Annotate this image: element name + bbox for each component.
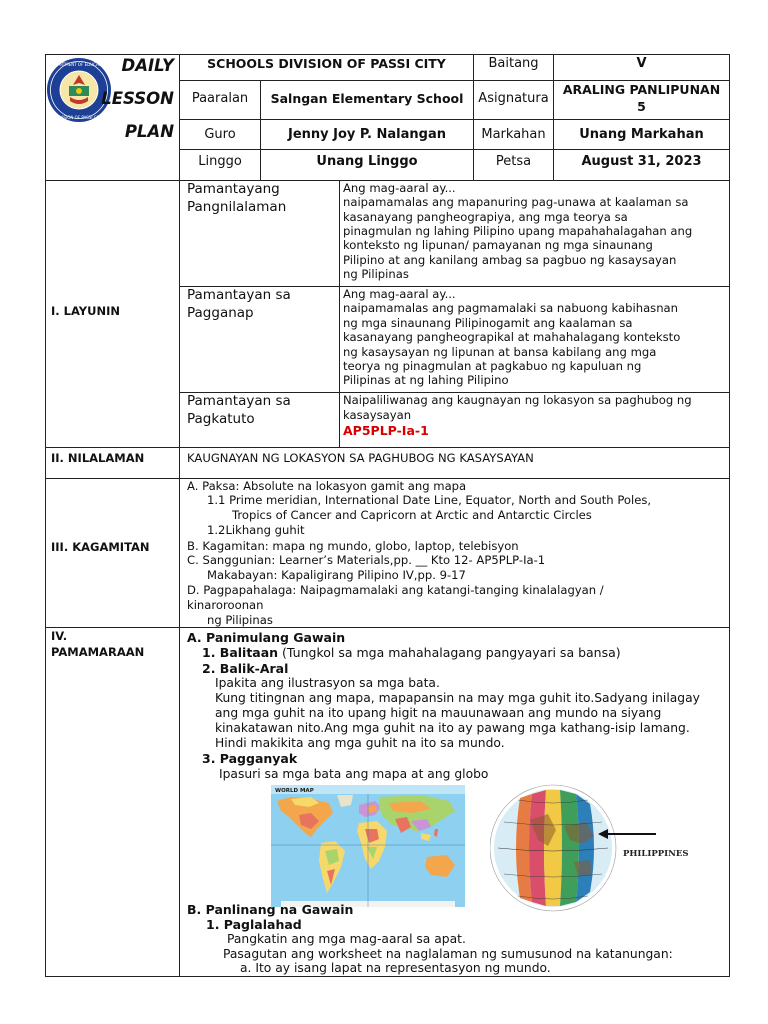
school-division: SCHOOLS DIVISION OF PASSI CITY bbox=[207, 56, 446, 71]
pangnilalaman-line: ng Pilipinas bbox=[343, 267, 409, 281]
table-border-top bbox=[45, 54, 730, 55]
kagamitan-line: 1.2Likhang guhit bbox=[207, 523, 305, 537]
kagamitan-line: D. Pagpapahalaga: Naipagmamalaki ang katangi-tanging kinalalagyan / bbox=[187, 583, 604, 597]
pangnilalaman-line: naipamamalas ang mapanuring pag-unawa at kaalaman sa bbox=[343, 195, 689, 209]
philippines-label: PHILIPPINES bbox=[623, 849, 689, 859]
lesson-plan-title-line-2: LESSON bbox=[101, 89, 174, 108]
balitaan-text: (Tungkol sa mga mahahalagang pangyayari sa bansa) bbox=[278, 645, 621, 660]
kagamitan-line: kinaroroonan bbox=[187, 598, 264, 612]
linggo-value: Unang Linggo bbox=[316, 154, 418, 169]
pagganap-line: ng kasaysayan ng lipunan at bansa kabilang ang mga bbox=[343, 345, 657, 359]
section-line bbox=[45, 447, 730, 448]
paglalahad-line: Pasagutan ang worksheet na naglalaman ng sumusunod na katanungan: bbox=[223, 947, 673, 961]
pagganap-line: ng mga sinaunang Pilipinogamit ang kaalaman sa bbox=[343, 316, 633, 330]
header-row-line bbox=[180, 119, 729, 120]
pangnilalaman-line: pinagmulan ng lahing Pilipino upang mapahahalagahan ang bbox=[343, 224, 693, 238]
table-divider-main bbox=[179, 54, 180, 977]
pagganyak-label: 3. Pagganyak bbox=[202, 751, 298, 766]
asignatura-value-line-2: 5 bbox=[637, 99, 646, 114]
balik-aral-line: Hindi makikita ang mga guhit na ito sa mundo. bbox=[215, 736, 505, 750]
kagamitan-line: Tropics of Cancer and Capricorn at Arctic and Antarctic Circles bbox=[232, 508, 592, 522]
kagamitan-section-label: III. KAGAMITAN bbox=[51, 540, 150, 554]
markahan-label: Markahan bbox=[481, 127, 546, 142]
asignatura-label: Asignatura bbox=[478, 91, 549, 106]
balik-aral-line: ang mga guhit na ito upang higit na mauunawaan ang mundo na siyang bbox=[215, 706, 662, 720]
kagamitan-line: B. Kagamitan: mapa ng mundo, globo, laptop, telebisyon bbox=[187, 539, 519, 553]
paaralan-label: Paaralan bbox=[191, 91, 249, 106]
kagamitan-line: C. Sanggunian: Learner’s Materials,pp. __ Kto 12- AP5PLP-Ia-1 bbox=[187, 553, 546, 567]
pangnilalaman-line: konteksto ng lipunan/ pamayanan ng mga sinaunang bbox=[343, 238, 653, 252]
balik-aral-line: kinakatawan nito.Ang mga guhit na ito ay pawang mga kathang-isip lamang. bbox=[215, 721, 690, 735]
pagkatuto-line: kasaysayan bbox=[343, 408, 412, 422]
nilalaman-text: KAUGNAYAN NG LOKASYON SA PAGHUBOG NG KASAYSAYAN bbox=[187, 451, 534, 465]
pamamaraan-section-label-line-1: IV. bbox=[51, 629, 68, 643]
pagganap-line: Pilipinas at ng lahing Pilipino bbox=[343, 373, 509, 387]
panlinang-na-gawain-heading: B. Panlinang na Gawain bbox=[187, 902, 354, 917]
layunin-col-line bbox=[339, 181, 340, 447]
pagganap-line: teorya ng pinagmulan at pagkabuo ng kapuluan ng bbox=[343, 359, 642, 373]
learning-competency-code: AP5PLP-Ia-1 bbox=[343, 423, 429, 438]
header-row-line bbox=[180, 149, 729, 150]
asignatura-value-line-1: ARALING PANLIPUNAN bbox=[562, 82, 721, 97]
balik-aral-line: Kung titingnan ang mapa, mapapansin na may mga guhit ito.Sadyang inilagay bbox=[215, 691, 700, 705]
pangnilalaman-line: Pilipino at ang kanilang ambag sa pagbuo ng kasaysayan bbox=[343, 253, 677, 267]
globe-image bbox=[490, 770, 700, 920]
table-border-left bbox=[45, 54, 46, 977]
paglalahad-label: 1. Paglalahad bbox=[206, 917, 302, 932]
linggo-label: Linggo bbox=[198, 154, 242, 169]
balitaan-item bbox=[202, 645, 621, 660]
nilalaman-section-label: II. NILALAMAN bbox=[51, 451, 145, 465]
kagamitan-line: 1.1 Prime meridian, International Date Line, Equator, North and South Poles, bbox=[207, 493, 652, 507]
pagkatuto-line: Naipaliliwanag ang kaugnayan ng lokasyon sa paghubog ng bbox=[343, 393, 692, 407]
baitang-value: V bbox=[636, 56, 647, 71]
kagamitan-line: Makabayan: Kapaligirang Pilipino IV,pp. 9-17 bbox=[207, 568, 466, 582]
petsa-value: August 31, 2023 bbox=[581, 154, 702, 169]
pagganap-line: naipamamalas ang pagmamalaki sa nabuong kabihasnan bbox=[343, 301, 679, 315]
pamantayang-pangnilalaman-label: Pamantayang Pangnilalaman bbox=[187, 181, 287, 215]
guro-value: Jenny Joy P. Nalangan bbox=[287, 127, 446, 142]
svg-text:DIVISION OF PASSI CITY: DIVISION OF PASSI CITY bbox=[55, 115, 103, 120]
baitang-label: Baitang bbox=[488, 56, 539, 71]
paglalahad-line: a. Ito ay isang lapat na representasyon ng mundo. bbox=[240, 961, 551, 975]
pamamaraan-section-label-line-2: PAMAMARAAN bbox=[51, 645, 145, 659]
kagamitan-line: ng Pilipinas bbox=[207, 613, 273, 627]
lesson-plan-title-line-3: PLAN bbox=[124, 122, 174, 141]
table-border-bottom bbox=[45, 976, 730, 977]
paaralan-value: Salngan Elementary School bbox=[270, 91, 464, 106]
layunin-section-label: I. LAYUNIN bbox=[51, 304, 120, 318]
pamantayan-sa-pagkatuto-label: Pamantayan sa Pagkatuto bbox=[187, 393, 291, 427]
pagganap-line: Ang mag-aaral ay... bbox=[343, 287, 456, 301]
balitaan-label: 1. Balitaan bbox=[202, 645, 279, 660]
pamantayan-sa-pagganap-label: Pamantayan sa Pagganap bbox=[187, 287, 291, 321]
svg-text:DEPARTMENT OF EDUCATION: DEPARTMENT OF EDUCATION bbox=[49, 62, 109, 67]
lesson-plan-title-line-1: DAILY bbox=[121, 56, 174, 75]
pagganap-line: kasanayang pangheograpikal at mahahalagang konteksto bbox=[343, 330, 681, 344]
paglalahad-line: Pangkatin ang mga mag-aaral sa apat. bbox=[227, 932, 466, 946]
table-border-right bbox=[729, 54, 730, 977]
pagganyak-text: Ipasuri sa mga bata ang mapa at ang globo bbox=[219, 767, 489, 781]
markahan-value: Unang Markahan bbox=[579, 127, 704, 142]
guro-label: Guro bbox=[204, 127, 236, 142]
petsa-label: Petsa bbox=[495, 154, 532, 169]
section-line bbox=[45, 627, 730, 628]
pangnilalaman-line: Ang mag-aaral ay... bbox=[343, 181, 456, 195]
world-map-image bbox=[271, 785, 465, 907]
header-row-line bbox=[180, 80, 729, 81]
balik-aral-line: Ipakita ang ilustrasyon sa mga bata. bbox=[215, 676, 440, 690]
kagamitan-line: A. Paksa: Absolute na lokasyon gamit ang mapa bbox=[187, 479, 467, 493]
pangnilalaman-line: kasanayang pangheograpiya, ang mga teorya sa bbox=[343, 210, 628, 224]
balik-aral-label: 2. Balik-Aral bbox=[202, 661, 289, 676]
panimulang-gawain-heading: A. Panimulang Gawain bbox=[187, 630, 346, 645]
world-map-title: WORLD MAP bbox=[275, 788, 314, 794]
